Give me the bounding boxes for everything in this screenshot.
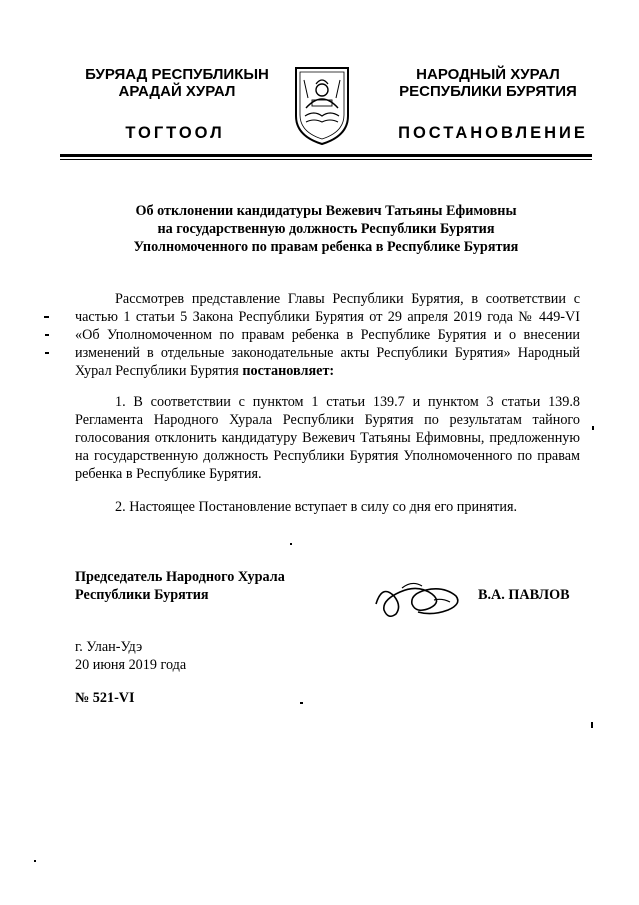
resolves-keyword: постановляет (242, 363, 330, 379)
header-right-line1: НАРОДНЫЙ ХУРАЛ (416, 66, 560, 83)
signatory-name: В.А. ПАВЛОВ (478, 587, 570, 603)
header-right (372, 66, 604, 100)
coat-of-arms-icon (292, 64, 352, 148)
header-left-line2: АРАДАЙ ХУРАЛ (118, 83, 236, 100)
doc-type-right: ПОСТАНОВЛЕНИЕ (398, 124, 588, 142)
document-number: № 521-VI (75, 690, 135, 706)
date: 20 июня 2019 года (75, 657, 187, 673)
title-line3: Уполномоченного по правам ребенка в Республике Бурятия (133, 239, 519, 255)
header-left (62, 66, 292, 100)
header-right-line2: РЕСПУБЛИКИ БУРЯТИЯ (399, 83, 577, 100)
clause-1: 1. В соответствии с пунктом 1 статьи 139.7 и пунктом 3 статьи 139.8 Регламента Народного Хурала Республики Бурятия по результатам тайного голосования отклонить кандидатуру Вежевич Татьяны Ефимовны, предложенную на государственную должность Республики Бурятия Уполномоченного по правам ребенка в Республике Бурятия. (75, 394, 580, 482)
header-divider-thick (60, 154, 592, 157)
preamble-paragraph (75, 290, 580, 380)
handwritten-signature-icon (372, 574, 464, 622)
title-line1: Об отклонении кандидатуры Вежевич Татьяны Ефимовны (135, 203, 517, 219)
city: г. Улан-Удэ (75, 639, 143, 655)
scan-mark (45, 352, 49, 354)
doc-type-left: ТОГТООЛ (125, 124, 225, 142)
document-title (60, 202, 592, 256)
scan-mark (44, 316, 49, 318)
signatory-position (75, 568, 285, 604)
scan-mark (591, 722, 593, 728)
title-line2: на государственную должность Республики Бурятия (157, 221, 495, 237)
resolves-colon: : (329, 363, 335, 379)
scan-mark (300, 702, 303, 704)
place-and-date (75, 638, 186, 674)
header-divider-thin (60, 159, 592, 160)
scan-mark (45, 334, 49, 336)
clause-2: 2. Настоящее Постановление вступает в силу со дня его принятия. (115, 499, 518, 515)
signatory-position-line2: Республики Бурятия (75, 587, 209, 603)
scan-mark (34, 860, 36, 862)
header-left-line1: БУРЯАД РЕСПУБЛИКЫН (85, 66, 269, 83)
scan-mark (290, 543, 292, 545)
preamble-text: Рассмотрев представление Главы Республики Бурятия, в соответствии с частью 1 статьи 5 Закона Республики Бурятия от 29 апреля 2019 года № 449-VI «Об Уполномоченном по правам ребенка в Республике Бурятия и о внесении изменений в отдельные законодательные акты Республики Бурятия» Народный Хурал Республики Бурятия (75, 291, 580, 379)
scan-mark (592, 426, 594, 430)
signatory-position-line1: Председатель Народного Хурала (75, 569, 285, 585)
